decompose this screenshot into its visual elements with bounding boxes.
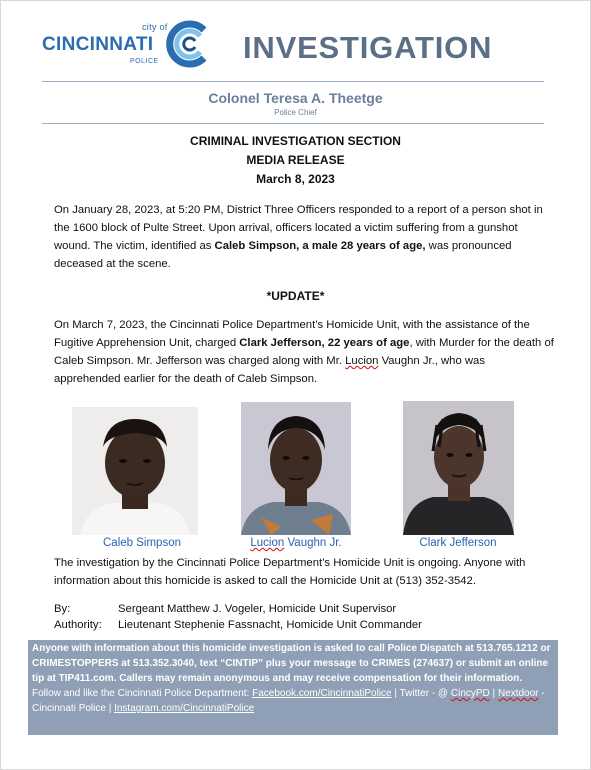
caption-lucion-vaughn: Lucion Vaughn Jr. bbox=[250, 537, 342, 549]
social-links: Follow and like the Cincinnati Police Department: Facebook.com/CincinnatiPolice | Twitter - @ CincyPD | Nextdoor - Cincinnati Police | Instagram.com/CincinnatiPolice bbox=[32, 688, 545, 714]
logo-city-of: city of bbox=[142, 22, 168, 32]
chief-title: Police Chief bbox=[274, 108, 317, 117]
instagram-link[interactable]: Instagram.com/CincinnatiPolice bbox=[114, 703, 255, 714]
twitter-link[interactable]: CincyPD bbox=[450, 688, 490, 699]
tip-footer-box bbox=[28, 640, 558, 735]
suspect-name: Clark Jefferson, 22 years of age bbox=[239, 337, 410, 349]
logo-c-swirl-icon bbox=[164, 20, 212, 68]
facebook-link[interactable]: Facebook.com/CincinnatiPolice bbox=[252, 688, 392, 699]
victim-name: Caleb Simpson, a male 28 years of age, bbox=[214, 240, 426, 252]
release-type: MEDIA RELEASE bbox=[246, 153, 345, 167]
photo-lucion-vaughn bbox=[241, 402, 351, 535]
tip-text: Anyone with information about this homicide investigation is asked to call Police Dispatch at 513.765.1212 or CRIMESTOPPERS at 513.352.3040, text “CINTIP” plus your message to CRIMES (274637) or submit an online tip at TIP411.com. Callers may remain anonymous and may receive compensation for their information. bbox=[32, 643, 551, 684]
cincinnati-police-logo bbox=[42, 22, 212, 72]
update-heading: *UPDATE* bbox=[266, 289, 325, 303]
header-divider-top bbox=[42, 81, 544, 82]
byline-authority: Authority: Lieutenant Stephenie Fassnacht, Homicide Unit Commander bbox=[54, 619, 422, 631]
photo-caleb-simpson bbox=[72, 407, 198, 535]
caption-caleb-simpson: Caleb Simpson bbox=[103, 537, 181, 549]
chief-name: Colonel Teresa A. Theetge bbox=[208, 90, 383, 106]
section-title: CRIMINAL INVESTIGATION SECTION bbox=[190, 134, 401, 148]
byline-by: By: Sergeant Matthew J. Vogeler, Homicide Unit Supervisor bbox=[54, 603, 397, 615]
incident-paragraph: On January 28, 2023, at 5:20 PM, District Three Officers responded to a report of a person shot in the 1600 block of Pulte Street. Upon arrival, officers located a victim suffering from a gunshot wound. The victim, identified as Caleb Simpson, a male 28 years of age, was pronounced deceased at the scene. bbox=[54, 204, 543, 270]
release-date: March 8, 2023 bbox=[256, 172, 335, 186]
logo-police: POLICE bbox=[130, 58, 159, 65]
update-paragraph: On March 7, 2023, the Cincinnati Police Department’s Homicide Unit, with the assistance of the Fugitive Apprehension Unit, charged Clark Jefferson, 22 years of age, with Murder for the death of Caleb Simpson. Mr. Jefferson was charged along with Mr. Lucion Vaughn Jr., who was apprehended earlier for the death of Caleb Simpson. bbox=[54, 319, 554, 385]
logo-city-name: CINCINNATI bbox=[42, 34, 154, 55]
caption-clark-jefferson: Clark Jefferson bbox=[419, 537, 497, 549]
header-divider-bottom bbox=[42, 123, 544, 124]
nextdoor-link[interactable]: Nextdoor bbox=[497, 688, 539, 699]
closing-paragraph: The investigation by the Cincinnati Police Department’s Homicide Unit is ongoing. Anyone with information about this homicide is asked to call the Homicide Unit at (513) 352-3542. bbox=[54, 557, 526, 587]
page-headline: INVESTIGATION bbox=[243, 30, 493, 65]
photo-clark-jefferson bbox=[403, 401, 514, 535]
